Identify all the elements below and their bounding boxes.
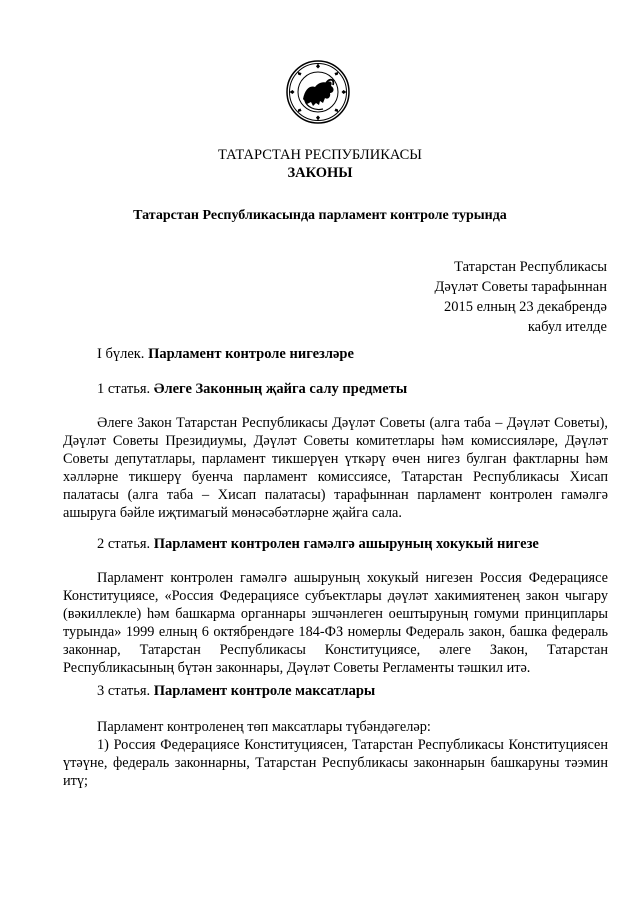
- article-3-heading: [97, 683, 375, 700]
- article-3-intro: Парламент контроленең төп максатлары түбәндәгеләр:: [97, 719, 431, 735]
- article-2-heading: [97, 536, 539, 553]
- chapter-heading: [97, 346, 354, 363]
- article-3-number: 3 статья.: [97, 683, 151, 699]
- article-1-text: Әлеге Закон Татарстан Республикасы Дәүләт Советы (алга таба – Дәүләт Советы), Дәүләт Советы Президиумы, Дәүләт Советы комитетлары һәм комиссияләре, Дәүләт Советы депутатлары, парламент тикшерүен үткәрү өчен нигез булган фактларны һәм хәлләрне тикшерү буенча парламент комиссиясе, Татарстан Республикасы Хисап палатасы (алга таба – Хисап палатасы) тарафыннан парламент контролен гамәлгә ашыруга бәйле иҗтимагый мөнәсәбәтләрне җайга сала.: [63, 415, 608, 521]
- article-2-number: 2 статья.: [97, 536, 151, 552]
- republic-title: ТАТАРСТАН РЕСПУБЛИКАСЫ: [218, 147, 422, 163]
- adoption-line-3: 2015 елның 23 декабрендә: [443, 299, 607, 315]
- adoption-line-1: Татарстан Республикасы: [454, 259, 607, 275]
- adoption-line-2: Дәүләт Советы тарафыннан: [434, 279, 607, 295]
- chapter-number: I бүлек.: [97, 346, 145, 362]
- article-3-title: Парламент контроле максатлары: [153, 683, 376, 699]
- article-1-title: Әлеге Законның җайга салу предметы: [153, 381, 408, 397]
- adoption-block: [434, 257, 607, 337]
- law-title: Татарстан Республикасында парламент контроле турында: [133, 208, 507, 223]
- article-2-text: Парламент контролен гамәлгә ашыруның хокукый нигезен Россия Федерациясе Конституциясе, «Россия Федерациясе субъектлары дәүләт хакимиятенең закон чыгару (вәкиллекле) һәм башкарма органнары эшчәнлеген оештыруның гомуми принциплары турында» 1999 елның 6 октябрендәге 184-ФЗ номерлы Федераль закон, башка федераль законнар, Татарстан Республикасы Конституциясе, әлеге Закон, Татарстан Республикасының бүтән законнары, Дәүләт Советы Регламенты тәшкил итә.: [63, 570, 608, 676]
- article-2-title: Парламент контролен гамәлгә ашыруның хокукый нигезе: [153, 536, 539, 552]
- tatarstan-emblem-icon: [285, 59, 351, 125]
- adoption-line-4: кабул ителде: [527, 319, 607, 335]
- document-type: ЗАКОНЫ: [287, 165, 353, 181]
- chapter-title: Парламент контроле нигезләре: [148, 346, 354, 362]
- article-1-heading: [97, 381, 407, 398]
- article-1-number: 1 статья.: [97, 381, 151, 397]
- article-3-item-1: 1) Россия Федерациясе Конституциясен, Татарстан Республикасы Конституциясен үтәүне, федераль законнарны, Татарстан Республикасы законнарын башкаруны тәэмин итү;: [63, 737, 608, 789]
